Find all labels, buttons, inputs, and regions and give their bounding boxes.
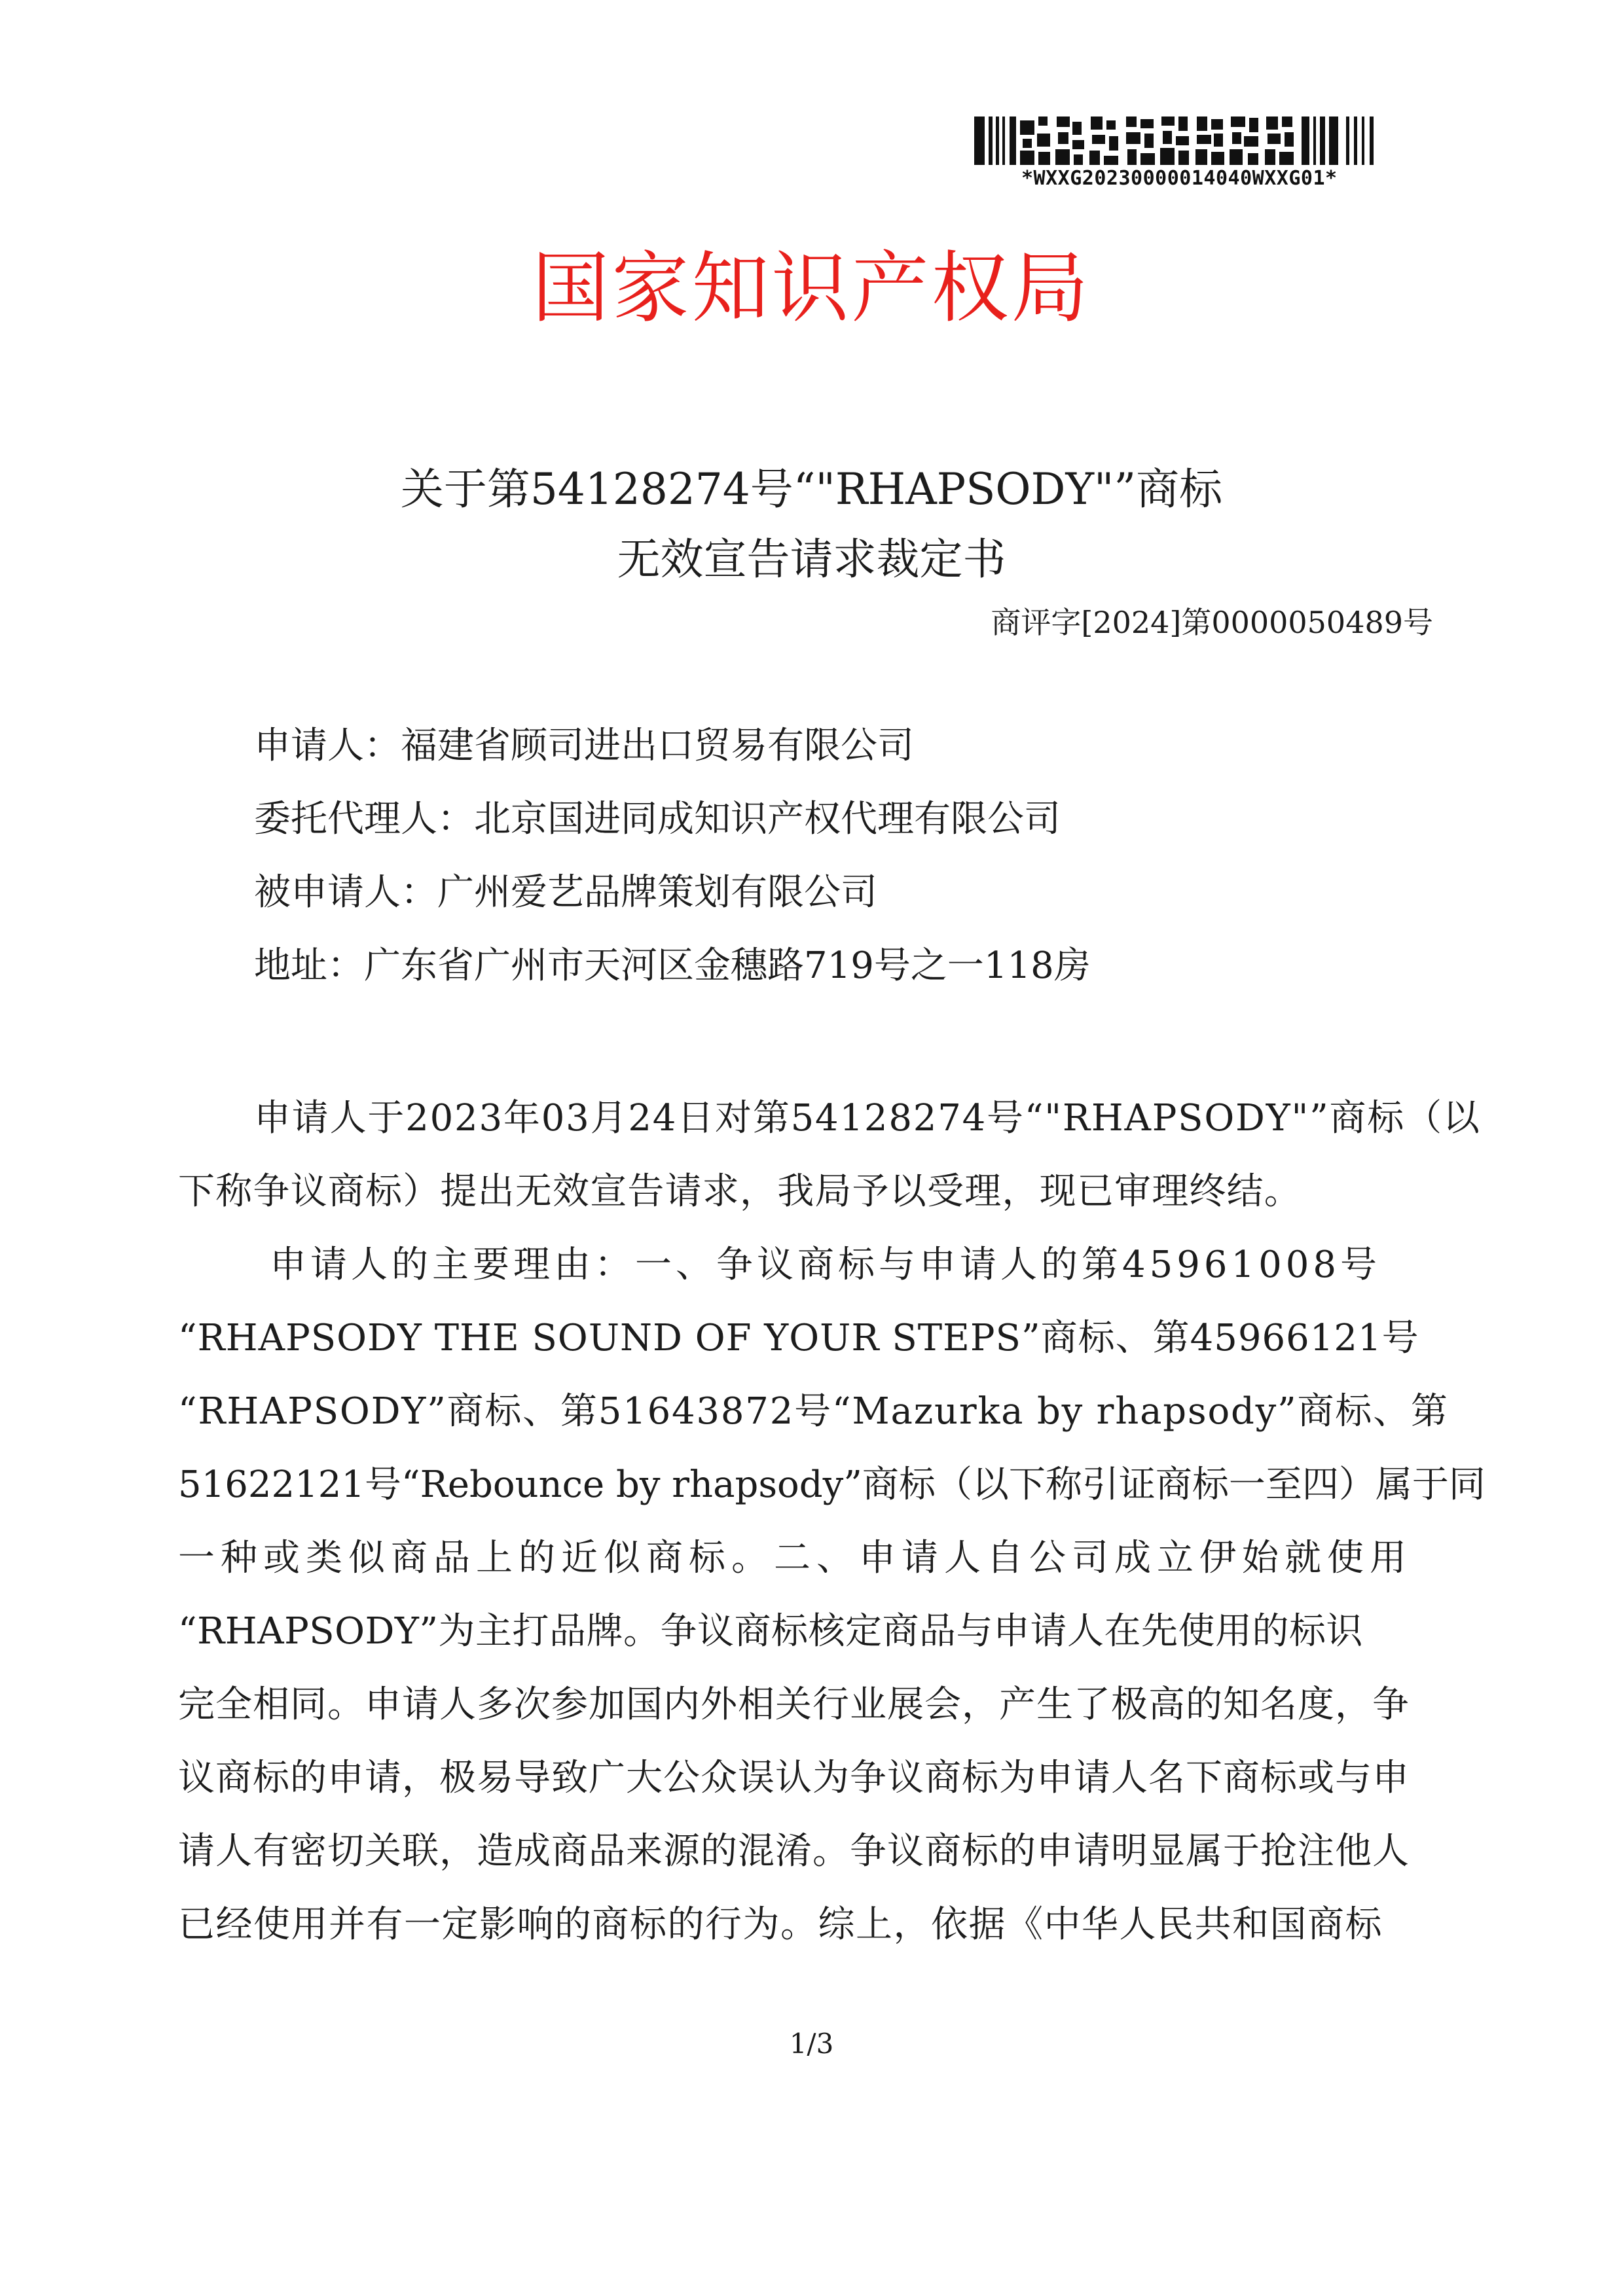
body-line-1: 申请人于2023年03月24日对第54128274号“"RHAPSODY"”商标（以 [254,1097,1481,1139]
agent-line: 委托代理人：北京国进同成知识产权代理有限公司 [254,798,1061,840]
document-title-line-2: 无效宣告请求裁定书 [617,534,1006,584]
agency-name: 国家知识产权局 [532,243,1091,333]
body-line-3: 申请人的主要理由：一、争议商标与申请人的第45961008号 [270,1244,1381,1286]
respondent-line: 被申请人：广州爱艺品牌策划有限公司 [254,871,877,914]
body-line-7: 一种或类似商品上的近似商标。二、申请人自公司成立伊始就使用 [178,1537,1412,1579]
document-title-line-1: 关于第54128274号“"RHAPSODY"”商标 [400,464,1223,514]
barcode-image [974,117,1391,165]
body-line-12: 已经使用并有一定影响的商标的行为。综上，依据《中华人民共和国商标 [178,1903,1383,1946]
page-number: 1/3 [789,2028,834,2060]
body-line-6: 51622121号“Rebounce by rhapsody”商标（以下称引证商标一至四）属于同 [178,1463,1486,1506]
body-line-5: “RHAPSODY”商标、第51643872号“Mazurka by rhapsody”商标、第 [178,1390,1449,1433]
body-line-4: “RHAPSODY THE SOUND OF YOUR STEPS”商标、第45966121号 [178,1317,1419,1359]
body-line-8: “RHAPSODY”为主打品牌。争议商标核定商品与申请人在先使用的标识 [178,1610,1364,1653]
document-number: 商评字[2024]第0000050489号 [991,605,1433,640]
applicant-line: 申请人：福建省顾司进出口贸易有限公司 [254,725,914,767]
address-line: 地址：广东省广州市天河区金穗路719号之一118房 [254,944,1091,987]
body-line-9: 完全相同。申请人多次参加国内外相关行业展会，产生了极高的知名度，争 [178,1683,1410,1726]
body-line-2: 下称争议商标）提出无效宣告请求，我局予以受理，现已审理终结。 [178,1170,1302,1213]
body-line-10: 议商标的申请，极易导致广大公众误认为争议商标为申请人名下商标或与申 [178,1757,1410,1799]
body-line-11: 请人有密切关联，造成商品来源的混淆。争议商标的申请明显属于抢注他人 [178,1830,1410,1873]
barcode-label: *WXXG20230000014040WXXG01* [1021,167,1338,190]
